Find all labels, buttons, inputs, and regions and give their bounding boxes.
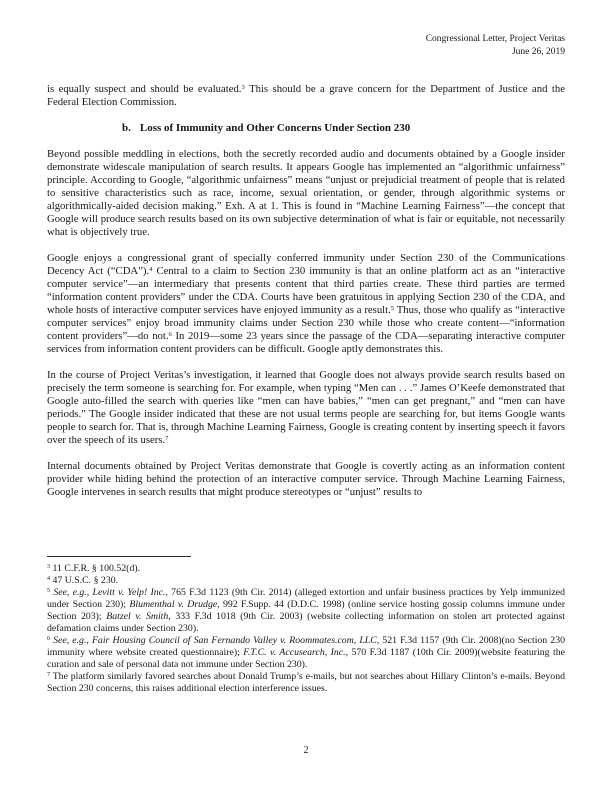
body-paragraph-2: Beyond possible meddling in elections, both the secretly recorded audio and documents obtained by a Google insider demonstrate widescale manipulation of search results. It appears Google has implemented an “algorithmic unfairness” principle. According to Google, “algorithmic unfairness” means “unjust or prejudicial treatment of people that is related to sensitive characteristics such as race, income, sexual orientation, or gender, through algorithmic systems or algorithmically-aided decision making.” Exh. A at 1. This is found in “Machine Learning Fairness”—the concept that Google will produce search results based on its own subjective determination of what is fair or equitable, not necessarily what is objectively true. xyxy=(47,148,565,238)
body-paragraph-3: Google enjoys a congressional grant of specially conferred immunity under Section 230 of the Communications Decency Act (“CDA”).$^4$ Central to a claim to Section 230 immunity is that an online platform act as an “interactive computer service”—an intermediary that presents content that third parties create. These third parties are termed “information content providers” under the CDA. Courts have been gratuitous in applying Section 230 of the CDA, and whole hosts of interactive computer services have enjoyed immunity as a result.$^5$ Thus, those who qualify as “interactive computer services” enjoy broad immunity claims under Section 230 while those who create content—“information content providers”—do not.$^6$ In 2019—some 23 years since the passage of the CDA—separating interactive computer services from information content providers can be difficult. Google aptly demonstrates this. xyxy=(47,252,565,355)
header-title: Congressional Letter, Project Veritas xyxy=(425,34,565,44)
footnote-4: $^4$ 47 U.S.C. § 230. xyxy=(47,575,119,586)
section-heading xyxy=(122,122,565,135)
footnote-separator xyxy=(47,556,191,557)
footnote-6: $^6$ See, e.g., Fair Housing Council of San Fernando Valley v. Roommates.com, LLC, 521 F.3d 1157 (9th Cir. 2008)(no Section 230 immunity where website created questionnaire); F.T.C. v. Accusearch, Inc., 570 F.3d 1187 (10th Cir. 2009)(website featuring the curation and sale of personal data not immune under Section 230). xyxy=(47,635,565,670)
footnote-5: $^5$ See, e.g., Levitt v. Yelp! Inc., 765 F.3d 1123 (9th Cir. 2014) (alleged extortion and unfair business practices by Yelp immunized under Section 230); Blumenthal v. Drudge, 992 F.Supp. 44 (D.D.C. 1998) (online service hosting gossip columns immune under Section 203); Batzel v. Smith, 333 F.3d 1018 (9th Cir. 2003) (website collecting information on stolen art protected against defamation claims under Section 230). xyxy=(47,587,565,634)
footnote-7: $^7$ The platform similarly favored searches about Donald Trump’s e-mails, but not searches about Hillary Clinton’s e-mails. Beyond Section 230 concerns, this raises additional election interference issues. xyxy=(47,671,565,694)
body-paragraph-1: is equally suspect and should be evaluated.$^3$ This should be a grave concern for the Department of Justice and the Federal Election Commission. xyxy=(47,83,565,108)
footnote-3: $^3$ 11 C.F.R. § 100.52(d). xyxy=(47,563,141,574)
section-heading-label: b. xyxy=(122,122,131,134)
header-date: June 26, 2019 xyxy=(511,47,565,57)
body-paragraph-4: In the course of Project Veritas’s investigation, it learned that Google does not always provide search results based on precisely the term someone is searching for. For example, when typing “Men can . . .” James O’Keefe demonstrated that Google auto-filled the search with queries like “men can have babies,” “men can get pregnant,” and “men can have periods.” The Google insider indicated that these are not usual terms people are searching for, but items Google wants people to search for. That is, through Machine Learning Fairness, Google is creating content by inserting speech it favors over the speech of its users.$^7$ xyxy=(47,369,565,446)
body-paragraph-5: Internal documents obtained by Project Veritas demonstrate that Google is covertly acting as an information content provider while hiding behind the protection of an interactive computer service. Through Machine Learning Fairness, Google intervenes in search results that might produce stereotypes or “unjust” results to xyxy=(47,460,565,498)
page-number: 2 xyxy=(303,745,309,756)
document-header xyxy=(47,33,565,59)
footnotes-section xyxy=(47,556,565,695)
document-body xyxy=(47,83,565,499)
section-heading-text: Loss of Immunity and Other Concerns Under Section 230 xyxy=(139,122,411,134)
